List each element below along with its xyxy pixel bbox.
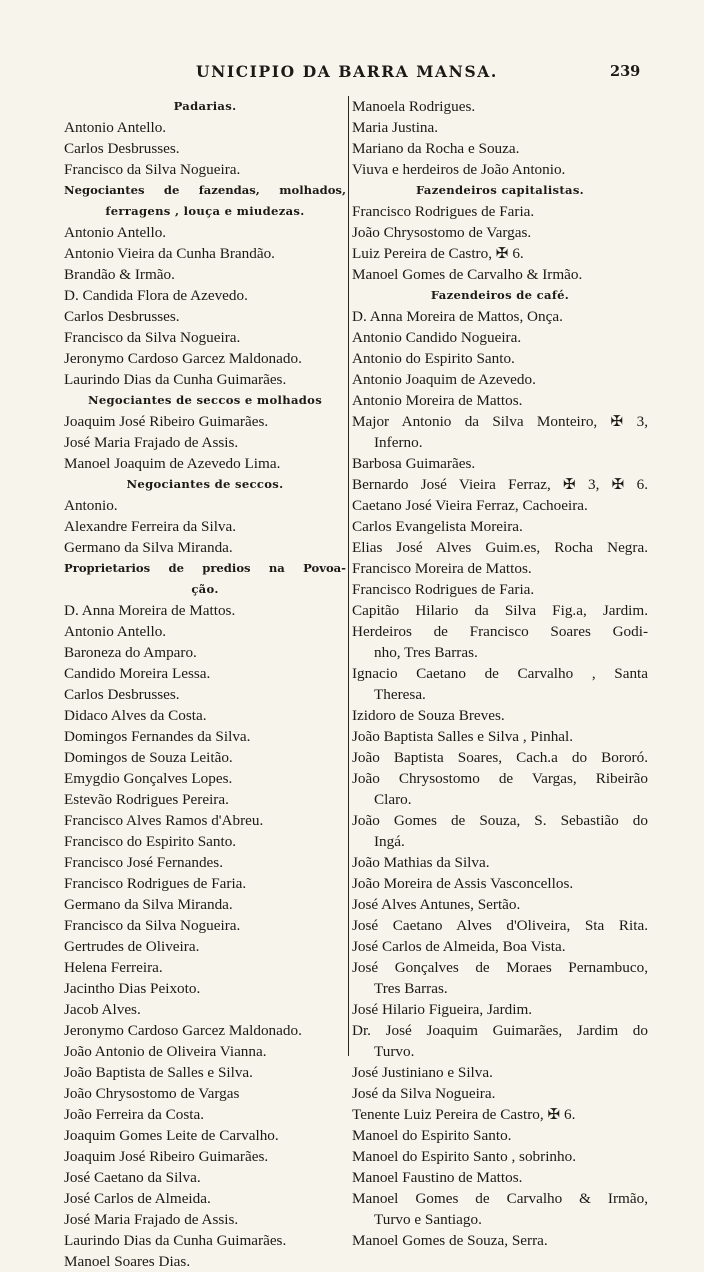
list-entry: Manoel do Espirito Santo , sobrinho. xyxy=(352,1148,577,1165)
list-entry: Antonio do Espirito Santo. xyxy=(352,350,515,367)
list-entry: José Justiniano e Silva. xyxy=(352,1064,493,1081)
list-entry: João Antonio de Oliveira Vianna. xyxy=(64,1043,267,1060)
list-entry: Joaquim José Ribeiro Guimarães. xyxy=(64,413,269,430)
left-column xyxy=(64,96,346,1272)
list-entry: José da Silva Nogueira. xyxy=(352,1085,496,1102)
list-entry: Manoel Soares Dias. xyxy=(64,1253,191,1270)
list-entry: Joaquim Gomes Leite de Carvalho. xyxy=(64,1127,279,1144)
list-entry: José Carlos de Almeida. xyxy=(64,1190,211,1207)
list-entry: Claro. xyxy=(374,791,412,808)
list-entry: Dr. José Joaquim Guimarães, Jardim do xyxy=(352,1022,648,1039)
list-entry: Francisco Rodrigues de Faria. xyxy=(352,581,535,598)
list-entry: João Gomes de Souza, S. Sebastião do xyxy=(352,812,648,829)
list-entry: João Mathias da Silva. xyxy=(352,854,490,871)
list-entry: Herdeiros de Francisco Soares Godi- xyxy=(352,623,648,640)
list-entry: João Ferreira da Costa. xyxy=(64,1106,205,1123)
list-entry: Francisco Rodrigues de Faria. xyxy=(352,203,535,220)
page-header xyxy=(0,62,704,86)
list-entry: Germano da Silva Miranda. xyxy=(64,896,233,913)
list-entry: Francisco Alves Ramos d'Abreu. xyxy=(64,812,264,829)
list-entry: Manoel Joaquim de Azevedo Lima. xyxy=(64,455,281,472)
list-entry: D. Candida Flora de Azevedo. xyxy=(64,287,248,304)
right-column xyxy=(352,96,648,1251)
section-heading: Negociantes de seccos e molhados xyxy=(87,393,323,407)
list-entry: José Carlos de Almeida, Boa Vista. xyxy=(352,938,566,955)
section-heading: Negociantes de seccos. xyxy=(126,477,284,491)
list-entry: Carlos Evangelista Moreira. xyxy=(352,518,523,535)
list-entry: Ingá. xyxy=(374,833,405,850)
section-heading: ção. xyxy=(191,582,219,596)
section-heading: Padarias. xyxy=(173,99,237,113)
list-entry: Helena Ferreira. xyxy=(64,959,163,976)
page-number: 239 xyxy=(610,63,641,80)
list-entry: Germano da Silva Miranda. xyxy=(64,539,233,556)
list-entry: Antonio. xyxy=(64,497,118,514)
list-entry: Antonio Moreira de Mattos. xyxy=(352,392,523,409)
list-entry: Laurindo Dias da Cunha Guimarães. xyxy=(64,1232,287,1249)
list-entry: Francisco da Silva Nogueira. xyxy=(64,161,241,178)
list-entry: Viuva e herdeiros de João Antonio. xyxy=(352,161,566,178)
list-entry: Luiz Pereira de Castro, ✠ 6. xyxy=(352,245,524,262)
column-divider xyxy=(348,96,349,1056)
list-entry: Inferno. xyxy=(374,434,423,451)
list-entry: João Chrysostomo de Vargas, Ribeirão xyxy=(352,770,648,787)
list-entry: Capitão Hilario da Silva Fig.a, Jardim. xyxy=(352,602,648,619)
list-entry: Tenente Luiz Pereira de Castro, ✠ 6. xyxy=(352,1106,576,1123)
list-entry: Antonio Joaquim de Azevedo. xyxy=(352,371,536,388)
list-entry: Manoel Gomes de Souza, Serra. xyxy=(352,1232,548,1249)
list-entry: Emygdio Gonçalves Lopes. xyxy=(64,770,233,787)
list-entry: Antonio Antello. xyxy=(64,119,167,136)
list-entry: Turvo e Santiago. xyxy=(374,1211,482,1228)
list-entry: José Maria Frajado de Assis. xyxy=(64,434,239,451)
list-entry: Baroneza do Amparo. xyxy=(64,644,197,661)
list-entry: nho, Tres Barras. xyxy=(374,644,478,661)
list-entry: Barbosa Guimarães. xyxy=(352,455,476,472)
list-entry: Tres Barras. xyxy=(374,980,448,997)
list-entry: Mariano da Rocha e Souza. xyxy=(352,140,520,157)
section-heading: ferragens , louça e miudezas. xyxy=(105,204,305,218)
running-title: UNICIPIO DA BARRA MANSA. xyxy=(196,62,498,81)
list-entry: Alexandre Ferreira da Silva. xyxy=(64,518,237,535)
list-entry: Didaco Alves da Costa. xyxy=(64,707,207,724)
list-entry: Manoel Gomes de Carvalho & Irmão. xyxy=(352,266,583,283)
list-entry: Maria Justina. xyxy=(352,119,439,136)
section-heading: Negociantes de fazendas, molhados, xyxy=(64,183,346,197)
list-entry: Major Antonio da Silva Monteiro, ✠ 3, xyxy=(352,413,648,430)
list-entry: José Caetano Alves d'Oliveira, Sta Rita. xyxy=(352,917,648,934)
list-entry: Carlos Desbrusses. xyxy=(64,308,180,325)
list-entry: Laurindo Dias da Cunha Guimarães. xyxy=(64,371,287,388)
section-heading: Fazendeiros capitalistas. xyxy=(415,183,584,197)
list-entry: João Baptista Soares, Cach.a do Bororó. xyxy=(352,749,648,766)
list-entry: Brandão & Irmão. xyxy=(64,266,175,283)
list-entry: Jeronymo Cardoso Garcez Maldonado. xyxy=(64,350,302,367)
list-entry: Manoel Faustino de Mattos. xyxy=(352,1169,523,1186)
list-entry: Estevão Rodrigues Pereira. xyxy=(64,791,229,808)
list-entry: Candido Moreira Lessa. xyxy=(64,665,211,682)
list-entry: João Baptista de Salles e Silva. xyxy=(64,1064,253,1081)
list-entry: Carlos Desbrusses. xyxy=(64,686,180,703)
list-entry: Antonio Antello. xyxy=(64,623,167,640)
list-entry: Jacob Alves. xyxy=(64,1001,141,1018)
list-entry: João Chrysostomo de Vargas. xyxy=(352,224,532,241)
list-entry: João Baptista Salles e Silva , Pinhal. xyxy=(352,728,574,745)
list-entry: Francisco José Fernandes. xyxy=(64,854,224,871)
list-entry: Antonio Vieira da Cunha Brandão. xyxy=(64,245,275,262)
list-entry: Jeronymo Cardoso Garcez Maldonado. xyxy=(64,1022,302,1039)
list-entry: Gertrudes de Oliveira. xyxy=(64,938,200,955)
list-entry: Francisco Rodrigues de Faria. xyxy=(64,875,247,892)
list-entry: Antonio Antello. xyxy=(64,224,167,241)
list-entry: Jacintho Dias Peixoto. xyxy=(64,980,201,997)
list-entry: D. Anna Moreira de Mattos. xyxy=(64,602,236,619)
list-entry: José Hilario Figueira, Jardim. xyxy=(352,1001,533,1018)
list-entry: D. Anna Moreira de Mattos, Onça. xyxy=(352,308,563,325)
list-entry: Francisco Moreira de Mattos. xyxy=(352,560,532,577)
list-entry: Carlos Desbrusses. xyxy=(64,140,180,157)
list-entry: Elias José Alves Guim.es, Rocha Negra. xyxy=(352,539,648,556)
list-entry: Francisco da Silva Nogueira. xyxy=(64,329,241,346)
list-entry: Domingos de Souza Leitão. xyxy=(64,749,233,766)
list-entry: Bernardo José Vieira Ferraz, ✠ 3, ✠ 6. xyxy=(352,476,648,493)
list-entry: Izidoro de Souza Breves. xyxy=(352,707,505,724)
list-entry: Domingos Fernandes da Silva. xyxy=(64,728,251,745)
list-entry: Joaquim José Ribeiro Guimarães. xyxy=(64,1148,269,1165)
list-entry: Manoela Rodrigues. xyxy=(352,98,476,115)
list-entry: Francisco da Silva Nogueira. xyxy=(64,917,241,934)
list-entry: João Chrysostomo de Vargas xyxy=(64,1085,240,1102)
section-heading: Proprietarios de predios na Povoa- xyxy=(64,561,346,575)
list-entry: José Caetano da Silva. xyxy=(64,1169,201,1186)
list-entry: Manoel do Espirito Santo. xyxy=(352,1127,512,1144)
list-entry: Ignacio Caetano de Carvalho , Santa xyxy=(352,665,648,682)
list-entry: Francisco do Espirito Santo. xyxy=(64,833,237,850)
list-entry: José Maria Frajado de Assis. xyxy=(64,1211,239,1228)
list-entry: Manoel Gomes de Carvalho & Irmão, xyxy=(352,1190,648,1207)
list-entry: João Moreira de Assis Vasconcellos. xyxy=(352,875,574,892)
list-entry: José Alves Antunes, Sertão. xyxy=(352,896,521,913)
list-entry: Antonio Candido Nogueira. xyxy=(352,329,522,346)
list-entry: Theresa. xyxy=(374,686,426,703)
list-entry: José Gonçalves de Moraes Pernambuco, xyxy=(352,959,648,976)
list-entry: Caetano José Vieira Ferraz, Cachoeira. xyxy=(352,497,588,514)
section-heading: Fazendeiros de café. xyxy=(430,288,570,302)
list-entry: Turvo. xyxy=(374,1043,415,1060)
